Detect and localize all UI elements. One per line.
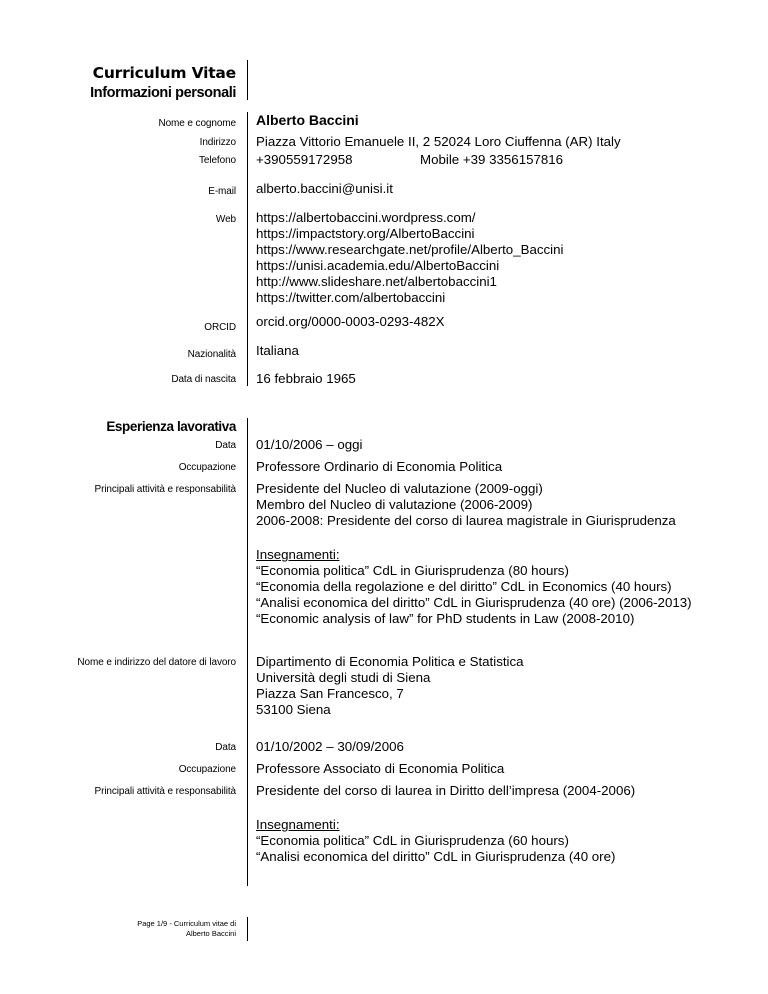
section-experience-title: Esperienza lavorativa bbox=[106, 419, 236, 434]
birth-label: Data di nascita bbox=[171, 374, 236, 385]
teaching-item: “Economia politica” CdL in Giurisprudenza (80 hours) bbox=[256, 563, 569, 578]
employer-line: Dipartimento di Economia Politica e Statistica bbox=[256, 654, 524, 669]
birth-value: 16 febbraio 1965 bbox=[256, 371, 356, 386]
job2-activities-label: Principali attività e responsabilità bbox=[94, 786, 236, 797]
job2-occupation-label: Occupazione bbox=[178, 764, 236, 775]
job1-teaching bbox=[256, 547, 692, 627]
web-link[interactable]: https://www.researchgate.net/profile/Alberto_Baccini bbox=[256, 242, 564, 257]
activity-item: Presidente del Nucleo di valutazione (2009-oggi) bbox=[256, 481, 543, 496]
address-value: Piazza Vittorio Emanuele II, 2 52024 Loro Ciuffenna (AR) Italy bbox=[256, 134, 621, 149]
activity-item: 2006-2008: Presidente del corso di laurea magistrale in Giurisprudenza bbox=[256, 513, 676, 528]
teaching-item: “Economia politica” CdL in Giurisprudenza (60 hours) bbox=[256, 833, 569, 848]
job1-date: 01/10/2006 – oggi bbox=[256, 437, 363, 452]
page-footer bbox=[137, 919, 236, 939]
person-name: Alberto Baccini bbox=[256, 112, 359, 128]
web-label: Web bbox=[215, 214, 236, 225]
web-link[interactable]: https://unisi.academia.edu/AlbertoBaccini bbox=[256, 258, 500, 273]
job2-teaching bbox=[256, 817, 615, 865]
web-link[interactable]: https://impactstory.org/AlbertoBaccini bbox=[256, 226, 475, 241]
orcid-value: orcid.org/0000-0003-0293-482X bbox=[256, 314, 445, 329]
name-label: Nome e cognome bbox=[158, 118, 236, 129]
nationality-value: Italiana bbox=[256, 343, 299, 358]
web-link[interactable]: http://www.slideshare.net/albertobaccini1 bbox=[256, 274, 497, 289]
teaching-title: Insegnamenti: bbox=[256, 817, 340, 832]
teaching-title: Insegnamenti: bbox=[256, 547, 340, 562]
orcid-label: ORCID bbox=[204, 322, 236, 333]
job1-date-label: Data bbox=[215, 440, 236, 451]
teaching-item: “Analisi economica del diritto” CdL in Giurisprudenza (40 ore) bbox=[256, 849, 616, 864]
phone-value: +390559172958 bbox=[256, 152, 353, 167]
web-link[interactable]: https://twitter.com/albertobaccini bbox=[256, 290, 446, 305]
employer-label: Nome e indirizzo del datore di lavoro bbox=[77, 657, 236, 668]
column-divider bbox=[247, 917, 248, 941]
activity-item: Membro del Nucleo di valutazione (2006-2009) bbox=[256, 497, 533, 512]
job2-activities: Presidente del corso di laurea in Diritto dell’impresa (2004-2006) bbox=[256, 783, 636, 798]
address-label: Indirizzo bbox=[199, 137, 236, 148]
job1-occupation: Professore Ordinario di Economia Politica bbox=[256, 459, 503, 474]
cv-title: Curriculum Vitae bbox=[92, 64, 236, 82]
job2-occupation: Professore Associato di Economia Politica bbox=[256, 761, 505, 776]
footer-line: Alberto Baccini bbox=[185, 929, 236, 938]
web-list bbox=[256, 210, 563, 306]
teaching-item: “Economia della regolazione e del diritto” CdL in Economics (40 hours) bbox=[256, 579, 672, 594]
column-divider bbox=[247, 60, 248, 100]
employer-line: Università degli studi di Siena bbox=[256, 670, 431, 685]
job2-date: 01/10/2002 – 30/09/2006 bbox=[256, 739, 404, 754]
footer-line: Page 1/9 - Curriculum vitae di bbox=[137, 919, 236, 928]
web-link[interactable]: https://albertobaccini.wordpress.com/ bbox=[256, 210, 476, 225]
job1-occupation-label: Occupazione bbox=[178, 462, 236, 473]
employer-line: 53100 Siena bbox=[256, 702, 331, 717]
employer-line: Piazza San Francesco, 7 bbox=[256, 686, 404, 701]
job1-activities-label: Principali attività e responsabilità bbox=[94, 484, 236, 495]
employer-address bbox=[256, 654, 524, 718]
nationality-label: Nazionalità bbox=[187, 349, 236, 360]
column-divider bbox=[247, 112, 248, 386]
mobile-value: Mobile +39 3356157816 bbox=[420, 152, 564, 167]
phone-label: Telefono bbox=[198, 155, 236, 166]
email-value: alberto.baccini@unisi.it bbox=[256, 181, 393, 196]
teaching-item: “Economic analysis of law” for PhD students in Law (2008-2010) bbox=[256, 611, 635, 626]
job2-date-label: Data bbox=[215, 742, 236, 753]
email-label: E-mail bbox=[208, 186, 236, 197]
teaching-item: “Analisi economica del diritto” CdL in Giurisprudenza (40 ore) (2006-2013) bbox=[256, 595, 692, 610]
job1-activities bbox=[256, 481, 676, 529]
column-divider bbox=[247, 418, 248, 886]
section-personal-title: Informazioni personali bbox=[90, 85, 236, 101]
